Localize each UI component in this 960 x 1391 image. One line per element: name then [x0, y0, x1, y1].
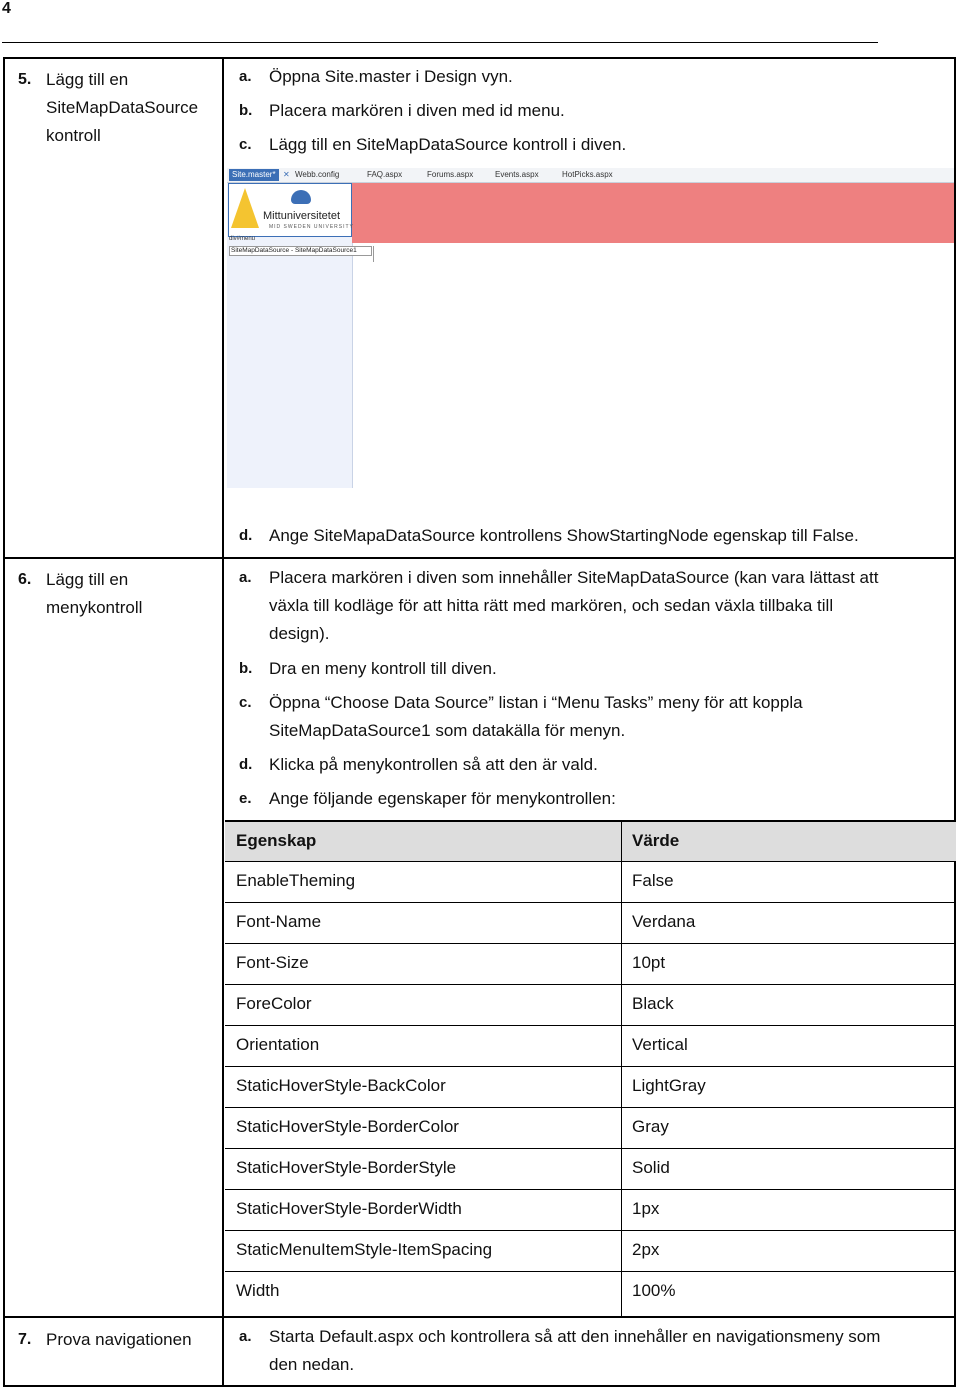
step-number: 5. [18, 71, 32, 88]
table-header-row [225, 820, 956, 861]
table-row [225, 1230, 956, 1271]
step-number: 6. [18, 571, 32, 588]
logo-accent-icon [291, 190, 311, 204]
table-row [225, 1271, 956, 1312]
tab-hotpicks: HotPicks.aspx [562, 170, 613, 179]
step-title: Lägg till en [46, 70, 129, 89]
item-text: Starta Default.aspx och kontrollera så att den innehåller en navigationsmeny som [269, 1327, 881, 1346]
property-name: Font-Size [236, 953, 309, 972]
property-value: 1px [632, 1199, 660, 1218]
tab-faq: FAQ.aspx [367, 170, 403, 179]
step-title: SiteMapDataSource [46, 98, 199, 117]
table-row [225, 1107, 956, 1148]
table-row [225, 1189, 956, 1230]
item-text: Lägg till en SiteMapDataSource kontroll i diven. [269, 135, 627, 154]
tab-forums: Forums.aspx [427, 170, 474, 179]
item-text: Öppna “Choose Data Source” listan i “Menu Tasks” meny för att koppla [269, 693, 803, 712]
property-value: Verdana [632, 912, 696, 931]
step-title: menykontroll [46, 598, 143, 617]
row-divider-1 [3, 557, 956, 559]
item-letter: a. [239, 569, 252, 586]
item-letter: d. [239, 527, 253, 544]
item-letter: d. [239, 756, 253, 773]
item-text: Dra en meny kontroll till diven. [269, 659, 497, 678]
item-text: SiteMapDataSource1 som datakälla för menyn. [269, 721, 626, 740]
sitemapdatasource-control: SiteMapDataSource - SiteMapDataSource1 [229, 246, 372, 256]
property-name: StaticHoverStyle-BorderStyle [236, 1158, 457, 1177]
step-title: Prova navigationen [46, 1330, 192, 1349]
item-letter: e. [239, 790, 252, 807]
property-name: ForeColor [236, 994, 312, 1013]
item-text: Ange SiteMapaDataSource kontrollens ShowStartingNode egenskap till False. [269, 526, 859, 545]
item-text: växla till kodläge för att hitta rätt med markören, och sedan växla tillbaka till [269, 596, 834, 615]
property-name: StaticHoverStyle-BorderColor [236, 1117, 459, 1136]
property-value: LightGray [632, 1076, 706, 1095]
item-text: Placera markören i diven som innehåller SiteMapDataSource (kan vara lättast att [269, 568, 879, 587]
header-rule [2, 42, 878, 43]
logo-mark-icon [231, 188, 259, 228]
property-name: StaticMenuItemStyle-ItemSpacing [236, 1240, 493, 1259]
item-text: den nedan. [269, 1355, 355, 1374]
property-value: Gray [632, 1117, 669, 1136]
table-row [225, 1025, 956, 1066]
header-banner [352, 183, 954, 243]
step-number: 7. [18, 1331, 32, 1348]
designer-tab-bar [227, 168, 954, 183]
item-letter: b. [239, 660, 253, 677]
property-name: Width [236, 1281, 280, 1300]
property-value: Solid [632, 1158, 670, 1177]
item-letter: c. [239, 694, 252, 711]
table-row [225, 984, 956, 1025]
property-name: Orientation [236, 1035, 320, 1054]
page-number: 4 [2, 0, 11, 17]
table-row [225, 902, 956, 943]
tab-webb-config: Webb.config [295, 170, 340, 179]
step-title: kontroll [46, 126, 101, 145]
menu-div-label: div#menu [229, 236, 256, 242]
item-text: design). [269, 624, 330, 643]
logo-subtext: MID SWEDEN UNIVERSITY [269, 224, 354, 230]
property-value: 10pt [632, 953, 666, 972]
item-letter: a. [239, 1328, 252, 1345]
university-logo [228, 183, 352, 237]
property-value: 100% [632, 1281, 676, 1300]
property-table [225, 820, 956, 1316]
property-value: Black [632, 994, 674, 1013]
table-row [225, 1148, 956, 1189]
header-property: Egenskap [236, 831, 317, 850]
property-value: False [632, 871, 674, 890]
item-letter: c. [239, 136, 252, 153]
caret-line [373, 246, 374, 262]
item-text: Öppna Site.master i Design vyn. [269, 67, 513, 86]
item-text: Klicka på menykontrollen så att den är vald. [269, 755, 598, 774]
column-divider [222, 57, 224, 1387]
item-text: Ange följande egenskaper för menykontrollen: [269, 789, 616, 808]
header-value: Värde [632, 831, 680, 850]
logo-text: Mittuniversitetet [263, 210, 341, 222]
designer-screenshot [227, 168, 954, 488]
table-row [225, 943, 956, 984]
table-row [225, 861, 956, 902]
item-letter: a. [239, 68, 252, 85]
property-name: StaticHoverStyle-BorderWidth [236, 1199, 462, 1218]
table-column-divider [621, 820, 622, 1316]
item-text: Placera markören i diven med id menu. [269, 101, 565, 120]
table-row [225, 1066, 956, 1107]
property-name: StaticHoverStyle-BackColor [236, 1076, 446, 1095]
property-name: Font-Name [236, 912, 322, 931]
property-value: 2px [632, 1240, 660, 1259]
step-title: Lägg till en [46, 570, 129, 589]
tab-events: Events.aspx [495, 170, 539, 179]
close-icon: ✕ [283, 170, 290, 179]
item-letter: b. [239, 102, 253, 119]
tab-site-master: Site.master* [229, 169, 279, 181]
row-divider-2 [3, 1316, 956, 1318]
property-value: Vertical [632, 1035, 688, 1054]
property-name: EnableTheming [236, 871, 356, 890]
